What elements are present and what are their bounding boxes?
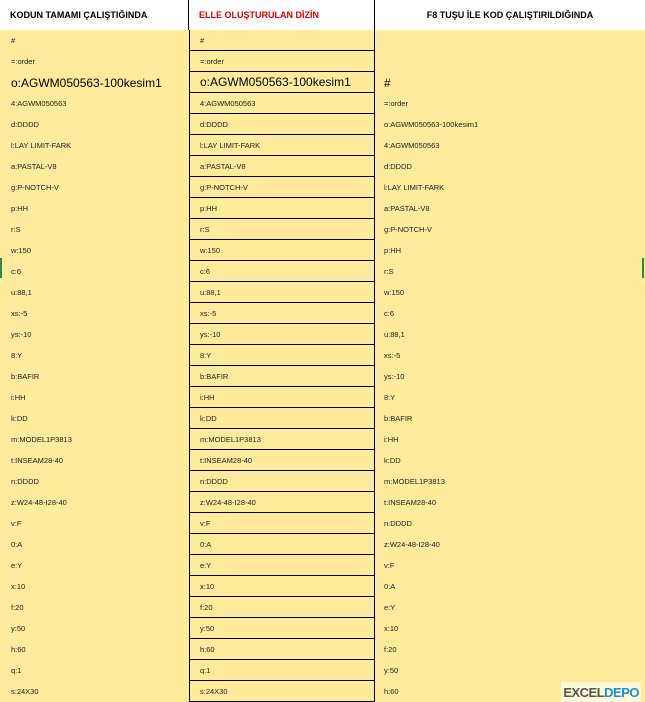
- cell[interactable]: b:BAFIR: [11, 372, 40, 381]
- cell[interactable]: w:150: [190, 240, 374, 261]
- cell[interactable]: u:88,1: [11, 288, 32, 297]
- cell[interactable]: c:6: [384, 309, 395, 318]
- cell[interactable]: l:LAY LIMIT-FARK: [11, 141, 72, 150]
- cell[interactable]: a:PASTAL-V8: [190, 156, 374, 177]
- cell[interactable]: d:DDDD: [190, 114, 374, 135]
- header-row: [0, 0, 645, 30]
- cell[interactable]: r:S: [11, 225, 21, 234]
- cell[interactable]: x:10: [11, 582, 26, 591]
- cell[interactable]: v:F: [384, 561, 395, 570]
- cell[interactable]: ys:-10: [190, 324, 374, 345]
- cell[interactable]: 4:AGWM050563: [11, 99, 67, 108]
- cell[interactable]: s:24X30: [11, 687, 39, 696]
- cell[interactable]: c:6: [190, 261, 374, 282]
- logo-part-excel: EXCEL: [563, 684, 605, 700]
- cell[interactable]: d:DDDD: [11, 120, 39, 129]
- cell[interactable]: n:DDDD: [190, 471, 374, 492]
- cell[interactable]: r:S: [384, 267, 394, 276]
- cell[interactable]: b:BAFIR: [190, 366, 374, 387]
- cell[interactable]: m:MODEL1P3813: [384, 477, 445, 486]
- cell[interactable]: q:1: [190, 660, 374, 681]
- cell[interactable]: t:INSEAM28-40: [11, 456, 64, 465]
- cell[interactable]: g:P-NOTCH-V: [190, 177, 374, 198]
- selection-marker-right: [642, 258, 644, 278]
- cell[interactable]: w:150: [384, 288, 405, 297]
- cell[interactable]: x:10: [190, 576, 374, 597]
- cell[interactable]: m:MODEL1P3813: [190, 429, 374, 450]
- cell[interactable]: d:DDDD: [384, 162, 412, 171]
- cell[interactable]: e:Y: [190, 555, 374, 576]
- cell[interactable]: 8:Y: [384, 393, 396, 402]
- cell[interactable]: =:order: [11, 57, 35, 66]
- cell[interactable]: w:150: [11, 246, 32, 255]
- cell[interactable]: f:20: [11, 603, 24, 612]
- cell[interactable]: k:DD: [11, 414, 28, 423]
- cell[interactable]: 0:A: [11, 540, 23, 549]
- cell[interactable]: y:50: [11, 624, 26, 633]
- cell[interactable]: l:LAY LIMIT-FARK: [384, 183, 445, 192]
- cell[interactable]: t:INSEAM28-40: [384, 498, 437, 507]
- header-col1[interactable]: KODUN TAMAMI ÇALIŞTIĞINDA: [0, 0, 189, 30]
- cell[interactable]: g:P-NOTCH-V: [11, 183, 59, 192]
- cell[interactable]: b:BAFIR: [384, 414, 413, 423]
- cell[interactable]: a:PASTAL-V8: [384, 204, 430, 213]
- cell[interactable]: p:HH: [190, 198, 374, 219]
- cell[interactable]: 0:A: [384, 582, 396, 591]
- cell[interactable]: h:60: [190, 639, 374, 660]
- selection-marker-left: [0, 258, 2, 278]
- cell[interactable]: =:order: [384, 99, 408, 108]
- cell[interactable]: m:MODEL1P3813: [11, 435, 72, 444]
- cell[interactable]: 0:A: [190, 534, 374, 555]
- cell[interactable]: q:1: [11, 666, 22, 675]
- cell[interactable]: z:W24-48-I28-40: [11, 498, 67, 507]
- cell[interactable]: y:50: [384, 666, 399, 675]
- cell[interactable]: [375, 51, 645, 72]
- cell[interactable]: t:INSEAM28-40: [190, 450, 374, 471]
- cell[interactable]: o:AGWM050563-100kesim1: [11, 75, 162, 90]
- cell[interactable]: xs:-5: [190, 303, 374, 324]
- column-elle-olusturulan: [189, 30, 375, 702]
- cell[interactable]: z:W24-48-I28-40: [190, 492, 374, 513]
- cell[interactable]: #: [190, 30, 374, 51]
- cell[interactable]: p:HH: [11, 204, 29, 213]
- cell[interactable]: i:HH: [11, 393, 26, 402]
- cell[interactable]: p:HH: [384, 246, 402, 255]
- cell[interactable]: =:order: [190, 51, 374, 72]
- logo-part-depo: DEPO: [604, 684, 639, 700]
- cell[interactable]: #: [384, 75, 391, 90]
- cell[interactable]: n:DDDD: [11, 477, 39, 486]
- cell[interactable]: z:W24-48-I28-40: [384, 540, 440, 549]
- cell[interactable]: o:AGWM050563-100kesim1: [190, 72, 374, 93]
- cell[interactable]: s:24X30: [190, 681, 374, 702]
- cell[interactable]: u:88,1: [384, 330, 405, 339]
- cell[interactable]: 8:Y: [11, 351, 23, 360]
- cell[interactable]: x:10: [384, 624, 399, 633]
- column-f8-tusu: [375, 30, 645, 702]
- cell[interactable]: v:F: [190, 513, 374, 534]
- cell[interactable]: v:F: [11, 519, 22, 528]
- cell[interactable]: ys:-10: [11, 330, 32, 339]
- cell[interactable]: [375, 30, 645, 51]
- cell[interactable]: xs:-5: [11, 309, 28, 318]
- cell[interactable]: c:6: [11, 267, 22, 276]
- cell[interactable]: k:DD: [190, 408, 374, 429]
- cell[interactable]: ys:-10: [384, 372, 405, 381]
- cell[interactable]: f:20: [384, 645, 397, 654]
- column-kodun-tamami: [0, 30, 189, 702]
- cell[interactable]: g:P-NOTCH-V: [384, 225, 432, 234]
- watermark-logo: [561, 682, 641, 702]
- cell[interactable]: 8:Y: [190, 345, 374, 366]
- cell[interactable]: h:60: [11, 645, 26, 654]
- cell[interactable]: f:20: [190, 597, 374, 618]
- cell[interactable]: i:HH: [384, 435, 399, 444]
- cell[interactable]: e:Y: [11, 561, 23, 570]
- cell[interactable]: 4:AGWM050563: [384, 141, 440, 150]
- cell[interactable]: i:HH: [190, 387, 374, 408]
- cell[interactable]: l:LAY LIMIT-FARK: [190, 135, 374, 156]
- cell[interactable]: r:S: [190, 219, 374, 240]
- cell[interactable]: e:Y: [384, 603, 396, 612]
- header-col3[interactable]: F8 TUŞU İLE KOD ÇALIŞTIRILDIĞINDA: [426, 10, 594, 20]
- cell[interactable]: u:88,1: [190, 282, 374, 303]
- cell[interactable]: y:50: [190, 618, 374, 639]
- cell[interactable]: #: [11, 36, 16, 45]
- cell[interactable]: 4:AGWM050563: [190, 93, 374, 114]
- cell[interactable]: a:PASTAL-V8: [11, 162, 57, 171]
- cell[interactable]: k:DD: [384, 456, 401, 465]
- cell[interactable]: o:AGWM050563-100kesim1: [384, 120, 479, 129]
- cell[interactable]: xs:-5: [384, 351, 401, 360]
- cell[interactable]: n:DDDD: [384, 519, 412, 528]
- header-col2[interactable]: ELLE OLUŞTURULAN DİZİN: [189, 0, 375, 30]
- cell[interactable]: h:60: [384, 687, 399, 696]
